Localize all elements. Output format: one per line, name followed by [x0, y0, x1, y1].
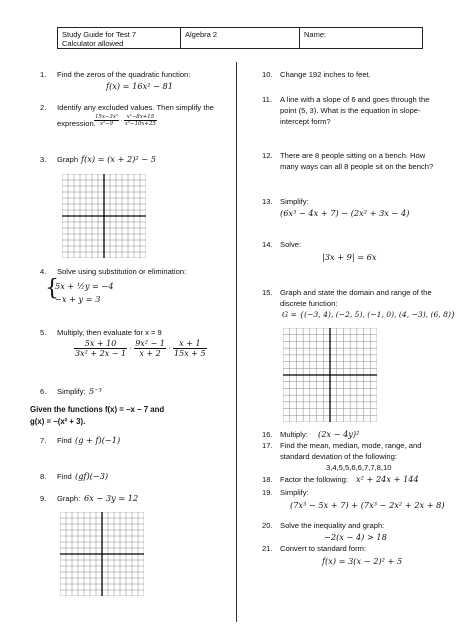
- q4-eq1: 5x + ½y = −4: [55, 281, 114, 291]
- q18-text: Factor the following:: [280, 475, 348, 484]
- q10-text: Change 192 inches to feet.: [280, 70, 371, 79]
- q5-dot-2: ·: [168, 343, 171, 353]
- q5-fraction-1: [74, 339, 127, 358]
- q2-text2: expression.: [57, 119, 96, 128]
- q4-brace: {: [45, 276, 59, 301]
- q11-text1: A line with a slope of 6 and goes through the: [280, 95, 430, 104]
- q13-number: 13.: [262, 197, 273, 206]
- q8-text: Find: [57, 472, 72, 481]
- q11-text2: point (5, 3). What is the equation in slope-: [280, 106, 421, 115]
- q5-fraction-3: [173, 339, 207, 358]
- header-title: Study Guide for Test 7: [62, 30, 137, 39]
- q2-f1-numerator: 15x−3x²: [95, 114, 119, 120]
- q5-f1-denominator: 3x² + 2x − 1: [75, 349, 127, 358]
- q20-math: −2(x − 4) > 18: [324, 532, 387, 542]
- q16-math: (2x − 4y)²: [318, 429, 360, 439]
- q18-number: 18.: [262, 475, 273, 484]
- q8-math: (gf)(−3): [75, 471, 109, 481]
- q2-text1: Identify any excluded values. Then simplify the: [57, 103, 214, 112]
- q5-f3-denominator: 15x + 5: [174, 349, 206, 358]
- header-cell-name: [299, 27, 423, 49]
- q12-number: 12.: [262, 151, 273, 160]
- q20-number: 20.: [262, 521, 273, 530]
- q3-coordinate-grid: [62, 174, 146, 258]
- q16-text: Multiply:: [280, 430, 308, 439]
- q2-f2-numerator: x²−8x+15: [124, 114, 157, 121]
- q20-text: Solve the inequality and graph:: [280, 521, 385, 530]
- q5-number: 5.: [40, 328, 47, 337]
- header-name-label: Name:: [304, 30, 327, 39]
- q1-text: Find the zeros of the quadratic function:: [57, 70, 191, 79]
- q6-math: 5⁻³: [89, 386, 102, 396]
- q2-expression: [94, 114, 157, 127]
- q15-number: 15.: [262, 288, 273, 297]
- q2-f2-denominator: x²−10x+25: [124, 121, 156, 127]
- header-course: Algebra 2: [185, 30, 218, 39]
- q19-math: (7x³ − 5x + 7) + (7x³ − 2x² + 2x + 8): [290, 500, 445, 510]
- given-line-2: g(x) = −(x² + 3).: [30, 417, 86, 426]
- header-cell-title: [57, 27, 181, 49]
- q9-text: Graph:: [57, 494, 81, 503]
- q11-text3: intercept form?: [280, 117, 331, 126]
- q4-number: 4.: [40, 267, 47, 276]
- q17-text1: Find the mean, median, mode, range, and: [280, 441, 422, 450]
- q7-text: Find: [57, 436, 72, 445]
- q2-dot: ·: [120, 117, 123, 124]
- q5-expression: [74, 339, 207, 358]
- q4-text: Solve using substitution or elimination:: [57, 267, 187, 276]
- q9-math: 6x − 3y = 12: [84, 493, 139, 503]
- q15-math: G = {(−3, 4), (−2, 5), (−1, 0), (4, −3), (6, 8)}: [282, 310, 456, 319]
- q15-coordinate-grid: [283, 328, 377, 422]
- column-divider: [236, 62, 237, 622]
- q2-fraction-2: [124, 114, 157, 127]
- q14-math: |3x + 9| = 6x: [322, 252, 377, 262]
- q21-text: Convert to standard form:: [280, 544, 367, 553]
- q19-text: Simplify:: [280, 488, 309, 497]
- q9-number: 9.: [40, 494, 47, 503]
- q15-text2: discrete function:: [280, 299, 338, 308]
- q10-number: 10.: [262, 70, 273, 79]
- q12-text2: many ways can all 8 people sit on the bench?: [280, 162, 434, 171]
- q9-coordinate-grid: [60, 512, 144, 596]
- q2-f1-denominator: x²−9: [99, 121, 114, 127]
- q18-math: x² + 24x + 144: [356, 474, 419, 484]
- q5-f1-numerator: 5x + 10: [74, 339, 127, 349]
- q6-number: 6.: [40, 387, 47, 396]
- q5-f2-denominator: x + 2: [139, 349, 161, 358]
- q17-data: 3,4,5,5,6,6,7,7,8,10: [326, 463, 392, 472]
- q2-fraction-1: [94, 114, 119, 127]
- header-cell-course: [180, 27, 300, 49]
- q11-number: 11.: [262, 95, 272, 104]
- q1-number: 1.: [40, 70, 47, 79]
- q13-math: (6x³ − 4x + 7) − (2x² + 3x − 4): [280, 208, 410, 218]
- q2-number: 2.: [40, 103, 47, 112]
- q21-math: f(x) = 3(x − 2)² + 5: [322, 556, 403, 566]
- given-line-1: Given the functions f(x) = −x − 7 and: [30, 405, 165, 414]
- q5-text: Multiply, then evaluate for x = 9: [57, 328, 162, 337]
- q3-math: f(x) = (x + 2)² − 5: [81, 154, 156, 164]
- q7-number: 7.: [40, 436, 47, 445]
- q16-number: 16.: [262, 430, 273, 439]
- q5-dot-1: ·: [129, 343, 132, 353]
- q12-text1: There are 8 people sitting on a bench. How: [280, 151, 426, 160]
- q6-text: Simplify:: [57, 387, 86, 396]
- q19-number: 19.: [262, 488, 273, 497]
- q17-number: 17.: [262, 441, 273, 450]
- q5-fraction-2: [134, 339, 166, 358]
- header-subtitle: Calculator allowed: [62, 39, 124, 48]
- q14-text: Solve:: [280, 240, 302, 249]
- q3-number: 3.: [40, 155, 47, 164]
- q15-text1: Graph and state the domain and range of the: [280, 288, 432, 297]
- q4-eq2: −x + y = 3: [55, 294, 101, 304]
- q5-f3-numerator: x + 1: [173, 339, 207, 349]
- q3-text: Graph: [57, 155, 79, 164]
- q17-text2: standard deviation of the following:: [280, 452, 397, 461]
- q14-number: 14.: [262, 240, 273, 249]
- q13-text: Simplify:: [280, 197, 309, 206]
- q8-number: 8.: [40, 472, 47, 481]
- q21-number: 21.: [262, 544, 273, 553]
- q1-math: f(x) = 16x² − 81: [106, 81, 173, 91]
- q5-f2-numerator: 9x² − 1: [135, 339, 165, 348]
- q7-math: (g + f)(−1): [75, 435, 121, 445]
